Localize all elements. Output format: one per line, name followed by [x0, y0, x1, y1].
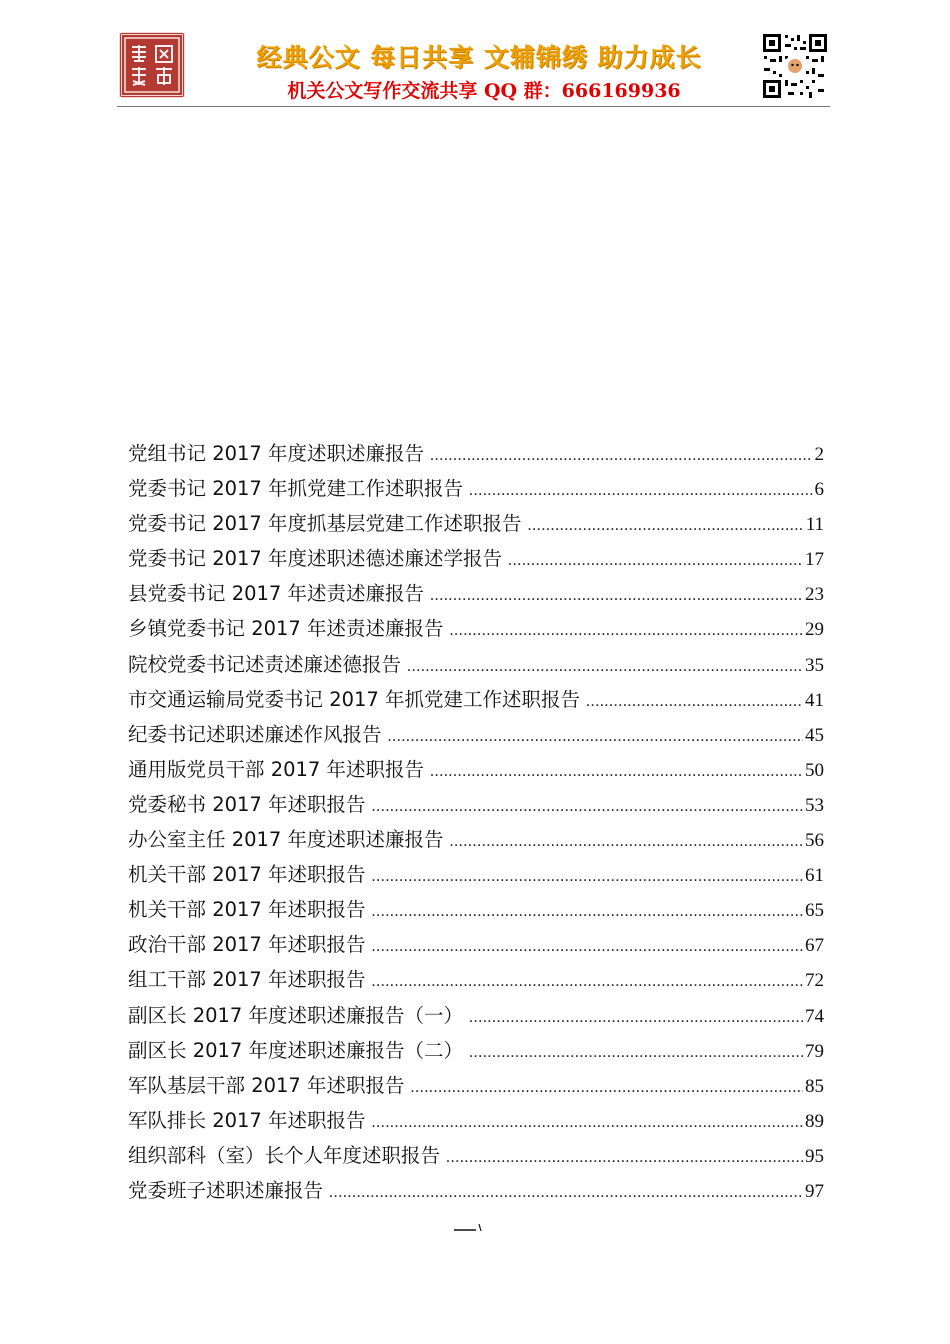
toc-entry-page: 85	[805, 1075, 824, 1097]
toc-entry-title: 党委班子述职述廉报告	[128, 1178, 324, 1202]
toc-entry-page: 50	[805, 759, 824, 781]
toc-entry-title: 组工干部 2017 年述职报告	[128, 968, 366, 992]
toc-entry-page: 45	[805, 724, 824, 746]
toc-entry-title: 军队排长 2017 年述职报告	[128, 1108, 366, 1132]
toc-entry-page: 56	[805, 830, 824, 852]
toc-entry-title: 乡镇党委书记 2017 年述责述廉报告	[128, 617, 444, 641]
toc-entry-page: 2	[814, 444, 824, 465]
toc-entry-title: 纪委书记述职述廉述作风报告	[128, 722, 382, 746]
header-divider	[117, 106, 830, 107]
toc-entry-page: 17	[805, 549, 824, 571]
toc-dot-leader	[450, 833, 803, 851]
toc-entry[interactable]	[128, 613, 824, 648]
toc-dot-leader	[372, 903, 803, 921]
toc-entry[interactable]	[128, 894, 824, 929]
toc-entry-page: 29	[805, 619, 824, 641]
toc-dot-leader	[329, 1184, 803, 1202]
toc-dot-leader	[372, 798, 803, 816]
toc-entry-page: 97	[805, 1180, 824, 1202]
toc-entry-page: 74	[805, 1005, 824, 1027]
toc-entry[interactable]	[128, 789, 824, 824]
toc-entry-page: 11	[805, 514, 824, 536]
toc-entry-title: 军队基层干部 2017 年述职报告	[128, 1073, 405, 1097]
toc-entry-page: 65	[805, 900, 824, 922]
toc-entry-page: 72	[805, 970, 824, 992]
toc-entry[interactable]	[128, 578, 824, 613]
toc-entry[interactable]	[128, 719, 824, 754]
toc-dot-leader	[528, 517, 804, 535]
toc-entry-title: 通用版党员干部 2017 年述职报告	[128, 757, 425, 781]
toc-dot-leader	[430, 587, 803, 605]
toc-entry-title: 政治干部 2017 年述职报告	[128, 933, 366, 957]
toc-entry[interactable]	[128, 1070, 824, 1105]
toc-entry-page: 41	[805, 689, 824, 711]
toc-entry[interactable]	[128, 754, 824, 789]
toc-entry-title: 党委书记 2017 年度抓基层党建工作述职报告	[128, 512, 522, 536]
toc-dot-leader	[372, 868, 803, 886]
toc-entry-title: 县党委书记 2017 年述责述廉报告	[128, 582, 425, 606]
qr-code-icon	[761, 32, 829, 100]
header-slogan: 经典公文 每日共享 文辅锦绣 助力成长	[256, 43, 702, 72]
toc-entry-page: 35	[805, 654, 824, 676]
toc-dot-leader	[469, 1044, 803, 1062]
toc-dot-leader	[430, 447, 812, 465]
toc-entry-page: 61	[805, 865, 824, 887]
toc-entry[interactable]	[128, 1105, 824, 1140]
toc-dot-leader	[586, 693, 803, 711]
toc-entry-page: 67	[805, 935, 824, 957]
page-number-mark	[452, 1218, 484, 1228]
toc-entry-page: 89	[805, 1110, 824, 1132]
toc-entry-title: 办公室主任 2017 年度述职述廉报告	[128, 828, 444, 852]
toc-dot-leader	[469, 482, 812, 500]
toc-entry-title: 党委秘书 2017 年述职报告	[128, 792, 366, 816]
toc-entry[interactable]	[128, 543, 824, 578]
toc-entry[interactable]	[128, 859, 824, 894]
toc-entry-title: 组织部科（室）长个人年度述职报告	[128, 1143, 441, 1167]
toc-entry-page: 95	[805, 1145, 824, 1167]
toc-entry-title: 副区长 2017 年度述职述廉报告（二）	[128, 1038, 464, 1062]
toc-dot-leader	[430, 763, 803, 781]
toc-entry[interactable]	[128, 964, 824, 999]
toc-entry[interactable]	[128, 438, 824, 473]
toc-entry[interactable]	[128, 824, 824, 859]
toc-dot-leader	[469, 1009, 803, 1027]
toc-entry[interactable]	[128, 684, 824, 719]
table-of-contents	[128, 438, 824, 1210]
toc-entry[interactable]	[128, 649, 824, 684]
toc-entry-page: 23	[805, 584, 824, 606]
toc-dot-leader	[372, 938, 803, 956]
toc-entry-title: 党委书记 2017 年抓党建工作述职报告	[128, 477, 464, 501]
toc-entry-title: 党组书记 2017 年度述职述廉报告	[128, 442, 425, 465]
toc-dot-leader	[411, 1079, 803, 1097]
toc-entry-title: 机关干部 2017 年述职报告	[128, 898, 366, 922]
toc-entry[interactable]	[128, 473, 824, 508]
seal-logo-icon	[119, 32, 185, 98]
toc-entry-title: 副区长 2017 年度述职述廉报告（一）	[128, 1003, 464, 1027]
toc-entry[interactable]	[128, 929, 824, 964]
header-qq-group: 机关公文写作交流共享 QQ 群：666169936	[287, 80, 681, 102]
toc-entry[interactable]	[128, 1000, 824, 1035]
toc-entry-page: 6	[814, 479, 824, 501]
toc-entry[interactable]	[128, 508, 824, 543]
toc-entry[interactable]	[128, 1035, 824, 1070]
toc-entry-title: 市交通运输局党委书记 2017 年抓党建工作述职报告	[128, 687, 581, 711]
toc-entry-title: 党委书记 2017 年度述职述德述廉述学报告	[128, 547, 503, 571]
toc-entry-page: 53	[805, 794, 824, 816]
toc-entry-title: 院校党委书记述责述廉述德报告	[128, 652, 402, 676]
toc-dot-leader	[372, 1114, 803, 1132]
toc-dot-leader	[446, 1149, 803, 1167]
toc-dot-leader	[388, 728, 803, 746]
toc-dot-leader	[450, 622, 803, 640]
page-header	[117, 30, 830, 106]
toc-entry-title: 机关干部 2017 年述职报告	[128, 863, 366, 887]
toc-entry[interactable]	[128, 1175, 824, 1210]
toc-entry-page: 79	[805, 1040, 824, 1062]
toc-dot-leader	[372, 973, 803, 991]
toc-dot-leader	[508, 552, 803, 570]
toc-dot-leader	[407, 658, 803, 676]
toc-entry[interactable]	[128, 1140, 824, 1175]
